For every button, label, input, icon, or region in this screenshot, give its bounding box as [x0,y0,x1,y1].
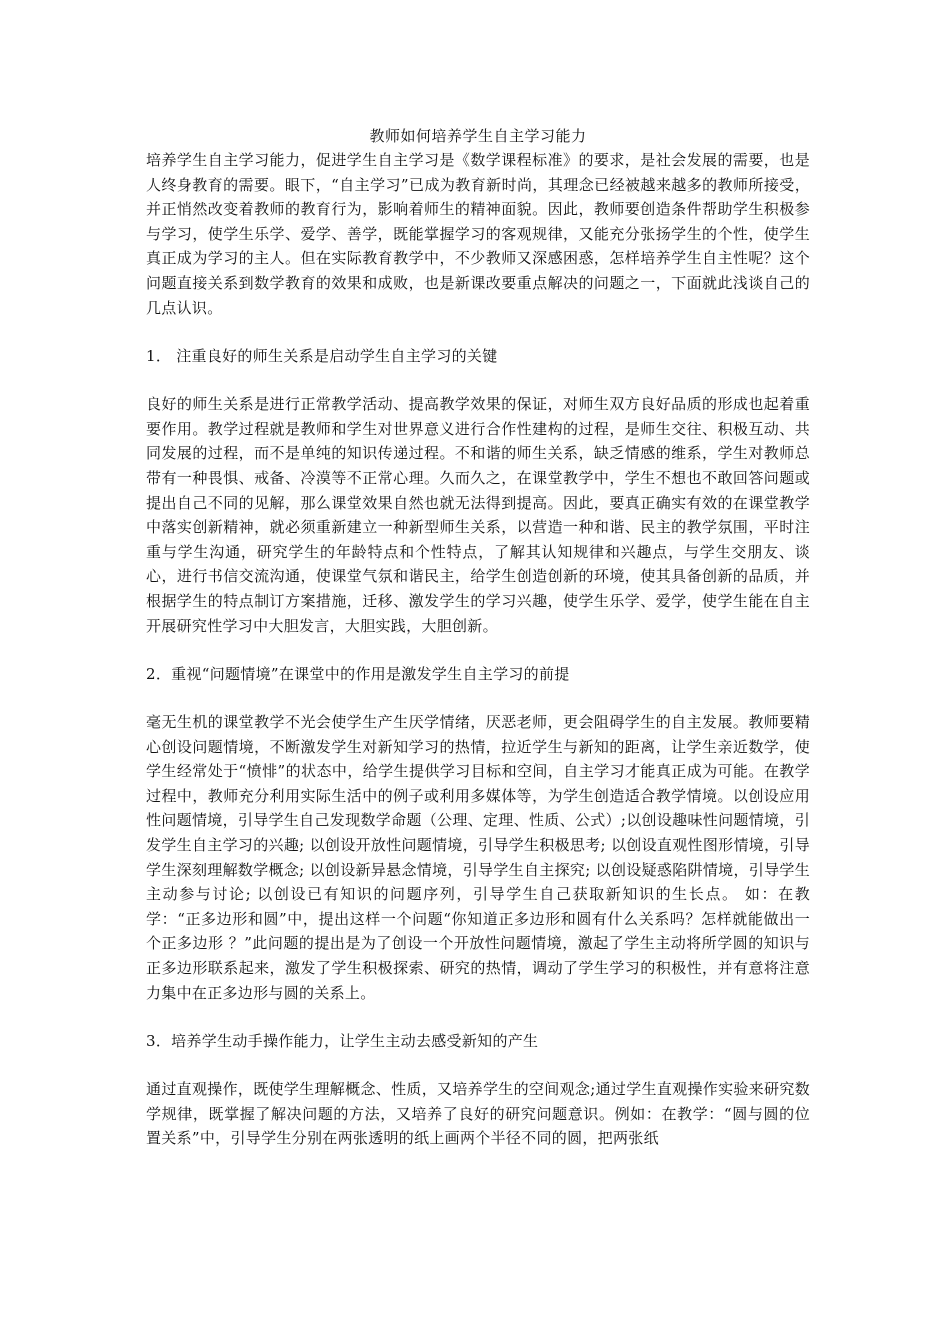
document-title: 教师如何培养学生自主学习能力 [369,127,587,145]
spacer [146,368,810,392]
spacer [146,686,810,710]
section-heading-2: 2．重视“问题情境”在课堂中的作用是激发学生自主学习的前提 [146,665,570,684]
section-body-3: 通过直观操作，既使学生理解概念、性质，又培养学生的空间观念;通过学生直观操作实验来研究数学规律，既掌握了解决问题的方法，又培养了良好的研究问题意识。例如：在教学：“圆与圆的位置关系”中，引导学生分别在两张透明的纸上画两个半径不同的圆，把两张纸 [146,1080,810,1148]
spacer [146,320,810,344]
spacer [146,1005,810,1029]
spacer [146,638,810,662]
spacer [146,1053,810,1077]
section-heading-3: 3．培养学生动手操作能力，让学生主动去感受新知的产生 [146,1032,539,1051]
intro-paragraph: 培养学生自主学习能力，促进学生自主学习是《数学课程标准》的要求，是社会发展的需要，也是人终身教育的需要。眼下，“自主学习”已成为教育新时尚，其理念已经被越来越多的教师所接受，并正悄然改变着教师的教育行为，影响着师生的精神面貌。因此，教师要创造条件帮助学生积极参与学习，使学生乐学、爱学、善学，既能掌握学习的客观规律，又能充分张扬学生的个性，使学生真正成为学习的主人。但在实际教育教学中，不少教师又深感困惑，怎样培养学生自主性呢？这个问题直接关系到数学教育的效果和成败，也是新课改要重点解决的问题之一，下面就此浅谈自己的几点认识。 [146,151,810,317]
document-page [146,124,810,1151]
section-body-2: 毫无生机的课堂教学不光会使学生产生厌学情绪，厌恶老师，更会阻碍学生的自主发展。教师要精心创设问题情境，不断激发学生对新知学习的热情，拉近学生与新知的距离，让学生亲近数学，使学生经常处于“愤悱”的状态中，给学生提供学习目标和空间，自主学习才能真正成为可能。在教学过程中，教师充分利用实际生活中的例子或利用多媒体等，为学生创造适合教学情境。以创设应用性问题情境，引导学生自己发现数学命题（公理、定理、性质、公式）;以创设趣味性问题情境，引发学生自主学习的兴趣; 以创设开放性问题情境，引导学生积极思考; 以创设直观性图形情境，引导学生深刻理解数学概念; 以创设新异悬念情境，引导学生自主探究; 以创设疑惑陷阱情境，引导学生主动参与讨论; 以创设已有知识的问题序列，引导学生自己获取新知识的生长点。 如：在教学：“正多边形和圆”中，提出这样一个问题“你知道正多边形和圆有什么关系吗？怎样就能做出一个正多边形 ？”此问题的提出是为了创设一个开放性问题情境，激起了学生主动将所学圆的知识与正多边形联系起来，激发了学生积极探索、研究的热情，调动了学生学习的积极性，并有意将注意力集中在正多边形与圆的关系上。 [146,713,810,1002]
section-body-1: 良好的师生关系是进行正常教学活动、提高教学效果的保证，对师生双方良好品质的形成也起着重要作用。教学过程就是教师和学生对世界意义进行合作性建构的过程，是师生交往、积极互动、共同发展的过程，而不是单纯的知识传递过程。不和谐的师生关系，缺乏情感的维系，学生对教师总带有一种畏惧、戒备、冷漠等不正常心理。久而久之，在课堂教学中，学生不想也不敢回答问题或提出自己不同的见解，那么课堂效果自然也就无法得到提高。因此，要真正确实有效的在课堂教学中落实创新精神，就必须重新建立一种新型师生关系，以营造一种和谐、民主的教学氛围，平时注重与学生沟通，研究学生的年龄特点和个性特点，了解其认知规律和兴趣点，与学生交朋友、谈心，进行书信交流沟通，使课堂气氛和谐民主，给学生创造创新的环境，使其具备创新的品质，并根据学生的特点制订方案措施，迁移、激发学生的学习兴趣，使学生乐学、爱学，使学生能在自主开展研究性学习中大胆发言，大胆实践，大胆创新。 [146,395,810,635]
section-heading-1: 1． 注重良好的师生关系是启动学生自主学习的关键 [146,347,498,366]
